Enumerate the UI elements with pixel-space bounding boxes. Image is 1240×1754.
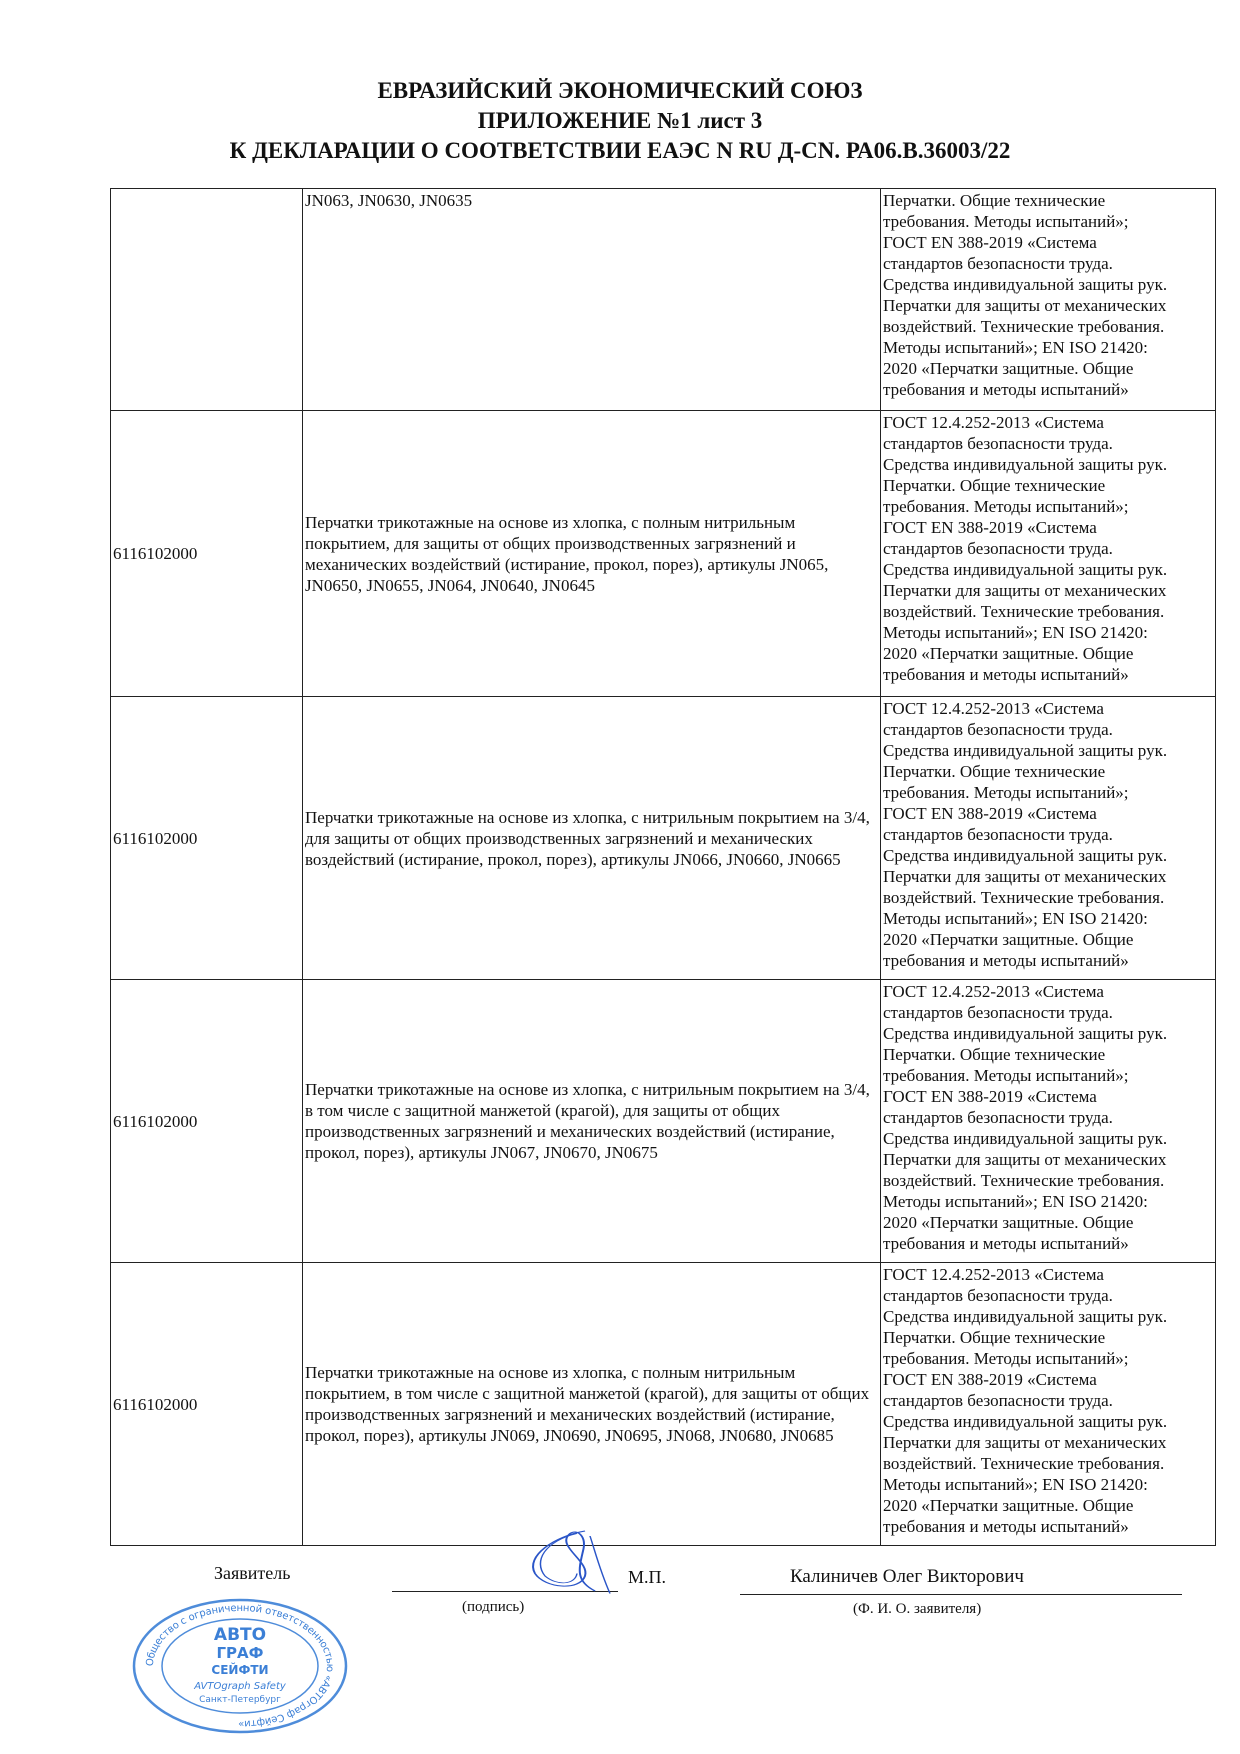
- applicant-name: Калиничев Олег Викторович: [790, 1566, 1024, 1587]
- declaration-title: К ДЕКЛАРАЦИИ О СООТВЕТСТВИИ ЕАЭС N RU Д-CN. РА06.В.36003/22: [229, 138, 1011, 163]
- stamp-latin: AVTOgraph Safety: [194, 1681, 286, 1692]
- stamp-ring-text: Общество с ограниченной ответственностью «АВТОграф Сейфти»: [144, 1602, 336, 1730]
- name-line: [740, 1594, 1182, 1595]
- standards-cell: ГОСТ 12.4.252-2013 «Система стандартов безопасности труда. Средства индивидуальной защиты рук. Перчатки. Общие технические требования. Методы испытаний»; ГОСТ EN 388-2019 «Система стандартов безопасности труда. Средства индивидуальной защиты рук. Перчатки для защиты от механических воздействий. Технические требования. Методы испытаний»; EN ISO 21420: 2020 «Перчатки защитные. Общие требования и методы испытаний»: [881, 1263, 1216, 1546]
- hs-code-cell: [111, 189, 303, 411]
- product-description-cell: Перчатки трикотажные на основе из хлопка, с полным нитрильным покрытием, в том числе с защитной манжетой (крагой), для защиты от общих производственных загрязнений и механических воздействий (истирание, прокол, порез), артикулы JN069, JN0690, JN0695, JN068, JN0680, JN0685: [303, 1263, 881, 1546]
- signature-caption: (подпись): [462, 1599, 525, 1615]
- table-row: [111, 1263, 1216, 1546]
- signature-block: [110, 1546, 1211, 1736]
- table-row: [111, 411, 1216, 697]
- standards-cell: Перчатки. Общие технические требования. Методы испытаний»; ГОСТ EN 388-2019 «Система стандартов безопасности труда. Средства индивидуальной защиты рук. Перчатки для защиты от механических воздействий. Технические требования. Методы испытаний»; EN ISO 21420: 2020 «Перчатки защитные. Общие требования и методы испытаний»: [881, 189, 1216, 411]
- appendix-title: ПРИЛОЖЕНИЕ №1 лист 3: [477, 108, 763, 133]
- hs-code-cell: 6116102000: [111, 1263, 303, 1546]
- document-body: [110, 188, 1211, 1736]
- standards-cell: ГОСТ 12.4.252-2013 «Система стандартов безопасности труда. Средства индивидуальной защиты рук. Перчатки. Общие технические требования. Методы испытаний»; ГОСТ EN 388-2019 «Система стандартов безопасности труда. Средства индивидуальной защиты рук. Перчатки для защиты от механических воздействий. Технические требования. Методы испытаний»; EN ISO 21420: 2020 «Перчатки защитные. Общие требования и методы испытаний»: [881, 411, 1216, 697]
- product-description-cell: Перчатки трикотажные на основе из хлопка, с нитрильным покрытием на 3/4, для защиты от общих производственных загрязнений и механических воздействий (истирание, прокол, порез), артикулы JN066, JN0660, JN0665: [303, 697, 881, 980]
- hs-code-cell: 6116102000: [111, 411, 303, 697]
- hs-code-cell: 6116102000: [111, 980, 303, 1263]
- union-title: ЕВРАЗИЙСКИЙ ЭКОНОМИЧЕСКИЙ СОЮЗ: [377, 78, 863, 103]
- product-description-cell: JN063, JN0630, JN0635: [303, 189, 881, 411]
- stamp-logo-top: АВТО: [213, 1625, 267, 1645]
- table-row: [111, 980, 1216, 1263]
- company-stamp: [130, 1598, 350, 1734]
- applicant-label: Заявитель: [214, 1563, 291, 1583]
- stamp-logo-bottom: СЕЙФТИ: [211, 1663, 269, 1677]
- product-description-cell: Перчатки трикотажные на основе из хлопка, с нитрильным покрытием на 3/4, в том числе с защитной манжетой (крагой), для защиты от общих производственных загрязнений и механических воздействий (истирание, прокол, порез), артикулы JN067, JN0670, JN0675: [303, 980, 881, 1263]
- product-description-cell: Перчатки трикотажные на основе из хлопка, с полным нитрильным покрытием, для защиты от общих производственных загрязнений и механических воздействий (истирание, прокол, порез), артикулы JN065, JN0650, JN0655, JN064, JN0640, JN0645: [303, 411, 881, 697]
- stamp-city: Санкт-Петербург: [199, 1695, 281, 1705]
- hs-code-cell: 6116102000: [111, 697, 303, 980]
- stamp-logo-mid: ГРАФ: [216, 1644, 264, 1662]
- table-row: [111, 189, 1216, 411]
- standards-cell: ГОСТ 12.4.252-2013 «Система стандартов безопасности труда. Средства индивидуальной защиты рук. Перчатки. Общие технические требования. Методы испытаний»; ГОСТ EN 388-2019 «Система стандартов безопасности труда. Средства индивидуальной защиты рук. Перчатки для защиты от механических воздействий. Технические требования. Методы испытаний»; EN ISO 21420: 2020 «Перчатки защитные. Общие требования и методы испытаний»: [881, 697, 1216, 980]
- name-caption: (Ф. И. О. заявителя): [853, 1601, 982, 1617]
- standards-cell: ГОСТ 12.4.252-2013 «Система стандартов безопасности труда. Средства индивидуальной защиты рук. Перчатки. Общие технические требования. Методы испытаний»; ГОСТ EN 388-2019 «Система стандартов безопасности труда. Средства индивидуальной защиты рук. Перчатки для защиты от механических воздействий. Технические требования. Методы испытаний»; EN ISO 21420: 2020 «Перчатки защитные. Общие требования и методы испытаний»: [881, 980, 1216, 1263]
- table-row: [111, 697, 1216, 980]
- products-table: [110, 188, 1216, 1546]
- handwritten-signature: [515, 1526, 625, 1596]
- seal-label: М.П.: [628, 1567, 667, 1587]
